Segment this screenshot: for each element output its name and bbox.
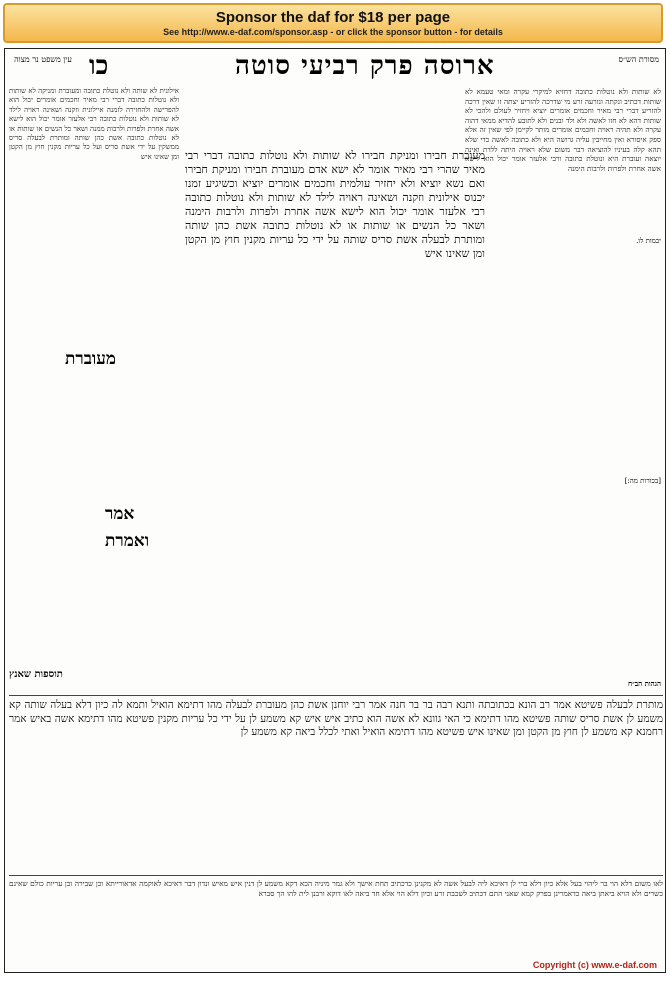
daf-number: כו [89, 51, 109, 81]
sponsor-banner-title[interactable]: Sponsor the daf for $18 per page [215, 9, 451, 26]
rashi-commentary: לא שותות ולא נוטלות כתובה דחזיא למיקרי עקרה ומאי טעמא לא שותות דכתיב ונקתה ונזרעה זרע מי שדרכה להזריע יצתה זו שאין דרכה להזריע דברי רבי מאיר וחכמים אומרים יוציא ויחזיר לעולם ולהכי לא שותות דהא לא חזו לאשה ולא ולד ובנים ולא לתובע להדיא ממאי דהוה עקרה ולא תהיה ראויה וחכמים אומרים מותר לקיימן לפי שאין זה אלא ספק איסורא ואין מחייבין עליה גרושה היא ולא כתובה לאשה כדי שלא תהא קלה בעיניו להוציאה דבר משום שלא ראויה היתה ללדת ואינה יוצאה ועוברת היא ונוטלת כתובה ורבי אלעזר אומר יכול הוא לישא אשה אחרת ולפרות ולרבות הימנה [465, 87, 661, 173]
gemara-lower-text: מותרת לבעלה פשיטא אמר רב הונא בכתובתה ותנא רבה בר בר חנה אמר רבי יוחנן אשת כהן מעוברת לבעלה מהו דתימא הואיל ותמא לה כיון דלא בעלה שותה קא משמע לן אשת סריס שותה פשיטא מהו דתימא כי האי גוונא לא אשה הוא כתיב איש איש קא משמע לן על ידי כל עריות מקנין פשיטא מהו דתימא אשה באיש אמר רחמנא קא משמע לן חוץ מן הקטן ומן שאינו איש פשיטא מהו דתימא הואיל ואתי לכלל ביאה קא משמע לן [9, 699, 663, 738]
mishna-keyword-amar: אמר [105, 504, 135, 524]
ein-mishpat-heading: עין משפט נר מצוה [14, 55, 72, 64]
sponsor-banner-subtitle[interactable]: See http://www.e-daf.com/sponsor.asp - or click the sponsor button - for details [163, 27, 503, 37]
mesoret-heading: מסורת הש״ס [618, 55, 659, 64]
gemara-upper-body: מעוברת חבירו ומניקת חבירו לא שותות ולא נוטלות כתובה דברי רבי מאיר שהרי רבי מאיר אומר לא ישא אדם מעוברת חבירו ומניקת חבירו ואם נשא יוציא ולא יחזיר עולמית וחכמים אומרים יוציא וכשיגיע זמנו יכנוס אילונית וזקנה ושאינה ראויה לילד לא שותות ולא נוטלות כתובה רבי אלעזר אומר יכול הוא לישא אשה אחרת ולפרות ולרבות הימנה ושאר כל הנשים או שותות או לא נוטלות כתובה אשת כהן שותה ומותרת לבעלה אשת סריס שותה על ידי כל עריות מקנין חוץ מן הקטן ומן שאינו איש [185, 149, 485, 260]
mishna-keyword-veamart: ואמרת [105, 531, 150, 551]
mishna-keyword-me-uberet: מעוברת [65, 349, 116, 369]
bottom-commentary: לאו משום דלא הוי בר ליהוי בעל אלא כיון דלא ברי לן דאיכא ליה לבעל אשה לא מקנינן כדכתיב תחת אישך ולא גמר מיניה הכא דקא משמע לן דנין איש מאיש ונדון דבר דאיכא לאוקמה אדאורייתא וכן שבירה וכן עריות כולם שאינם כשרים ולא הויא ביאתן ביאה כדאמרינן בפרק קמא שאני התם דכתיב לשכבת זרע וכיון דלא הוי אלא חד ביאה לאו דוקא ורבנן לית להו הך סברא [9, 879, 663, 898]
sponsor-banner[interactable] [3, 3, 663, 43]
page-title: ארוסה פרק רביעי סוטה [235, 51, 495, 81]
talmud-page [4, 48, 666, 973]
tosafot-commentary [9, 87, 179, 707]
hagahot-habach-heading: הגהות הב״ח [627, 679, 661, 688]
section-divider [9, 695, 663, 696]
page-header [5, 49, 665, 89]
copyright-text: Copyright (c) www.e-daf.com [532, 960, 657, 970]
margin-note-yevamot: יבמות לו. [636, 237, 661, 245]
tosafot-shantz-title: תוספות שאנץ [9, 669, 63, 680]
margin-note-bechorot: [בכורות מה:] [624, 477, 661, 485]
footnote-divider [9, 875, 663, 876]
tosafot-body: אילונית לא שותה ולא נוטלת כתובה ומעוברת ומניקה לא שותות ולא נוטלות כתובה דברי רבי מאיר וחכמים אומרים יכול הוא להפרישה ולהחזירה לזמנה איילונית וזקנה ושאינה ראויה לילד לא שותות ולא נוטלות כתובה רבי אלעזר אומר יכול הוא לישא אשה אחרת ולפרות ולרבות ממנה ושאר כל הנשים או שותות או לא נוטלות כתובה אשת כהן שותה ומותרת לבעלה סריס ממשקין על ידי אשת סריס ועל כל עריות מקנין חוץ מן הקטן ומן שאינו איש [9, 87, 179, 161]
gemara-upper-text [185, 149, 485, 709]
